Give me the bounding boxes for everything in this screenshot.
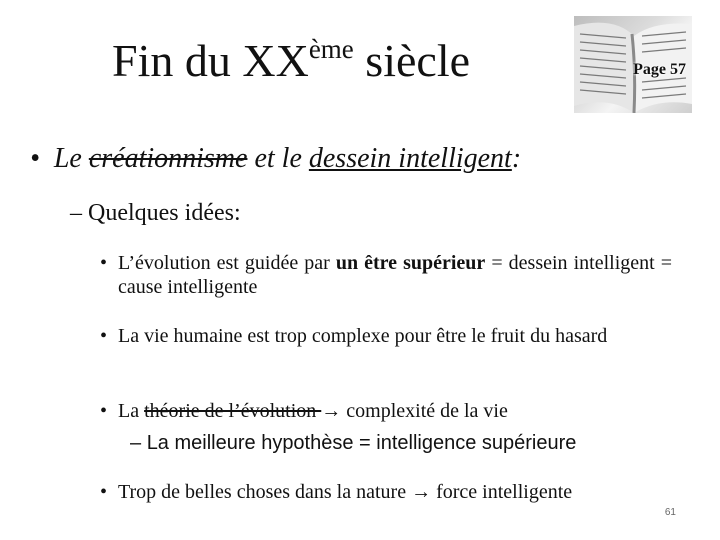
level4-text: La meilleure hypothèse = intelligence supérieure — [146, 432, 577, 454]
bullet-item — [100, 324, 672, 348]
bullet-text-bold: un être supérieur — [335, 252, 486, 274]
level1-underlined-text: dessein intelligent — [308, 143, 512, 174]
level2-text: Quelques idées: — [88, 200, 241, 226]
bullet-text — [118, 399, 672, 423]
bullet-marker: • — [100, 252, 108, 274]
level4-item — [130, 432, 576, 455]
slide-title — [112, 34, 471, 86]
title-main: Fin du XX — [112, 35, 309, 86]
bullet-item — [100, 251, 672, 299]
open-book-icon — [574, 16, 692, 113]
bullet-text-post: → complexité de la vie — [321, 400, 508, 422]
bullet-text-struck: théorie de l’évolution — [144, 400, 322, 422]
level2-dash: – — [70, 200, 82, 226]
page-number: 61 — [664, 507, 676, 518]
level2-item — [70, 200, 241, 227]
title-after: siècle — [353, 35, 471, 86]
bullet-marker: • — [100, 481, 108, 503]
bullet-text-post: = dessein intelligent = cause intelligente — [118, 252, 673, 298]
level1-bullet: • — [30, 143, 40, 174]
level1-middle: et le — [247, 143, 309, 174]
bullet-marker: • — [100, 325, 108, 347]
level4-dash: – — [130, 432, 142, 454]
bullet-item — [100, 480, 672, 504]
level1-struck-text: créationnisme — [88, 143, 248, 174]
title-superscript: ème — [308, 34, 354, 64]
bullet-text: La vie humaine est trop complexe pour être le fruit du hasard — [118, 325, 608, 347]
level1-suffix: : — [511, 143, 522, 174]
bullet-marker: • — [100, 400, 108, 422]
bullet-text — [118, 251, 672, 299]
level1-item — [30, 143, 521, 175]
book-page-label: Page 57 — [633, 61, 686, 78]
bullet-text: Trop de belles choses dans la nature → force intelligente — [118, 481, 573, 503]
bullet-text-pre: La — [118, 400, 145, 422]
level1-prefix: Le — [53, 143, 89, 174]
bullet-item — [100, 399, 672, 423]
bullet-text-pre: L’évolution est guidée par — [118, 252, 336, 274]
